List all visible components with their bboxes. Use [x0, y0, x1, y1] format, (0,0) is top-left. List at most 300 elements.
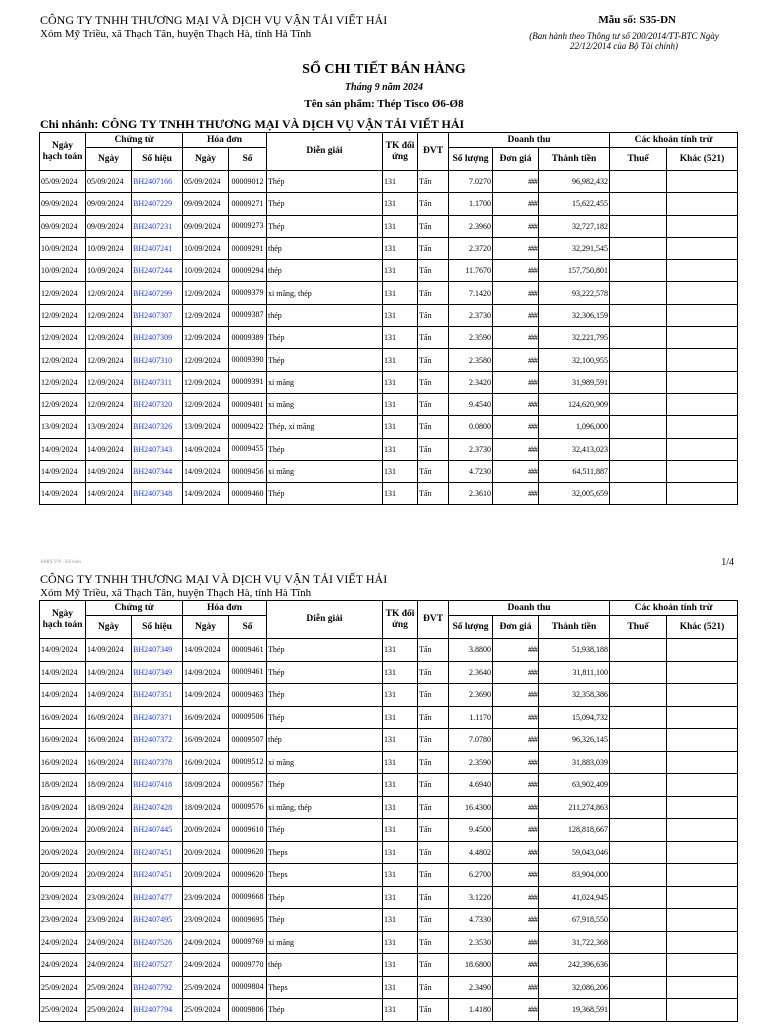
price-cell: ### — [493, 171, 539, 193]
tax-cell — [610, 371, 667, 393]
price-cell: ### — [493, 706, 539, 729]
amount-cell: 1,096,000 — [539, 416, 610, 438]
table-row — [40, 639, 738, 662]
voucher-date-cell: 14/09/2024 — [86, 639, 132, 662]
voucher-date-cell: 23/09/2024 — [86, 886, 132, 909]
col-deductions: Các khoản tính trừ — [610, 133, 738, 148]
invoice-date-cell: 23/09/2024 — [183, 886, 229, 909]
voucher-date-cell: 20/09/2024 — [86, 841, 132, 864]
voucher-date-cell: 24/09/2024 — [86, 931, 132, 954]
account-cell: 131 — [383, 438, 418, 460]
voucher-no-link[interactable]: BH2407372 — [132, 729, 183, 752]
account-cell: 131 — [383, 661, 418, 684]
table-row — [40, 661, 738, 684]
tax-cell — [610, 416, 667, 438]
other-cell — [667, 729, 738, 752]
voucher-date-cell: 24/09/2024 — [86, 954, 132, 977]
voucher-date-cell: 23/09/2024 — [86, 909, 132, 932]
table-row — [40, 282, 738, 304]
account-cell: 131 — [383, 282, 418, 304]
price-cell: ### — [493, 393, 539, 415]
invoice-no-cell: 00009620 — [229, 864, 267, 887]
quantity-cell: 3.8800 — [449, 639, 493, 662]
voucher-no-link[interactable]: BH2407348 — [132, 483, 183, 505]
voucher-no-link[interactable]: BH2407451 — [132, 864, 183, 887]
other-cell — [667, 460, 738, 482]
voucher-date-cell: 10/09/2024 — [86, 260, 132, 282]
account-cell: 131 — [383, 460, 418, 482]
price-cell: ### — [493, 931, 539, 954]
amount-cell: 59,043,046 — [539, 841, 610, 864]
col-quantity: Số lượng — [449, 616, 493, 639]
amount-cell: 32,100,955 — [539, 349, 610, 371]
quantity-cell: 1.1700 — [449, 193, 493, 215]
amount-cell: 96,326,145 — [539, 729, 610, 752]
voucher-no-link[interactable]: BH2407229 — [132, 193, 183, 215]
invoice-no-cell: 00009461 — [229, 661, 267, 684]
invoice-date-cell: 12/09/2024 — [183, 282, 229, 304]
description-cell: Thép — [267, 438, 383, 460]
invoice-no-cell: 00009391 — [229, 371, 267, 393]
voucher-date-cell: 05/09/2024 — [86, 171, 132, 193]
col-price: Đơn giá — [493, 616, 539, 639]
account-cell: 131 — [383, 171, 418, 193]
voucher-date-cell: 09/09/2024 — [86, 193, 132, 215]
unit-cell: Tấn — [418, 393, 449, 415]
voucher-date-cell: 14/09/2024 — [86, 460, 132, 482]
invoice-no-cell: 00009294 — [229, 260, 267, 282]
account-cell: 131 — [383, 774, 418, 797]
voucher-no-link[interactable]: BH2407445 — [132, 819, 183, 842]
col-invoice-date: Ngày — [183, 148, 229, 171]
other-cell — [667, 751, 738, 774]
voucher-no-link[interactable]: BH2407351 — [132, 684, 183, 707]
description-cell: thép — [267, 304, 383, 326]
page-number: 1/4 — [721, 557, 734, 568]
invoice-date-cell: 14/09/2024 — [183, 460, 229, 482]
company-address: Xóm Mỹ Triều, xã Thạch Tân, huyện Thạch Hà, tỉnh Hà Tĩnh — [40, 28, 312, 40]
quantity-cell: 3.1220 — [449, 886, 493, 909]
description-cell: xi măng — [267, 393, 383, 415]
quantity-cell: 2.3610 — [449, 483, 493, 505]
invoice-no-cell: 00009390 — [229, 349, 267, 371]
price-cell: ### — [493, 976, 539, 999]
tax-cell — [610, 282, 667, 304]
col-tax: Thuế — [610, 616, 667, 639]
unit-cell: Tấn — [418, 954, 449, 977]
posting-date-cell: 24/09/2024 — [40, 931, 86, 954]
amount-cell: 63,902,409 — [539, 774, 610, 797]
voucher-no-link[interactable]: BH2407527 — [132, 954, 183, 977]
col-posting-date: Ngày hạch toán — [40, 601, 86, 639]
invoice-date-cell: 18/09/2024 — [183, 774, 229, 797]
table-row — [40, 931, 738, 954]
price-cell: ### — [493, 193, 539, 215]
account-cell: 131 — [383, 684, 418, 707]
other-cell — [667, 931, 738, 954]
table-row — [40, 954, 738, 977]
col-unit: ĐVT — [418, 133, 449, 171]
voucher-no-link[interactable]: BH2407344 — [132, 460, 183, 482]
other-cell — [667, 819, 738, 842]
amount-cell: 83,904,000 — [539, 864, 610, 887]
voucher-date-cell: 14/09/2024 — [86, 438, 132, 460]
tax-cell — [610, 237, 667, 259]
unit-cell: Tấn — [418, 371, 449, 393]
voucher-no-link[interactable]: BH2407166 — [132, 171, 183, 193]
price-cell: ### — [493, 282, 539, 304]
description-cell: Thép, xi măng — [267, 416, 383, 438]
table-row — [40, 864, 738, 887]
description-cell: Thép — [267, 909, 383, 932]
other-cell — [667, 438, 738, 460]
posting-date-cell: 13/09/2024 — [40, 416, 86, 438]
amount-cell: 32,086,206 — [539, 976, 610, 999]
quantity-cell: 4.6940 — [449, 774, 493, 797]
tax-cell — [610, 438, 667, 460]
posting-date-cell: 16/09/2024 — [40, 706, 86, 729]
voucher-no-link[interactable]: BH2407428 — [132, 796, 183, 819]
tax-cell — [610, 327, 667, 349]
quantity-cell: 4.7230 — [449, 460, 493, 482]
account-cell: 131 — [383, 729, 418, 752]
quantity-cell: 18.6800 — [449, 954, 493, 977]
quantity-cell: 2.3590 — [449, 751, 493, 774]
col-account: TK đối ứng — [383, 601, 418, 639]
quantity-cell: 2.3590 — [449, 327, 493, 349]
other-cell — [667, 954, 738, 977]
voucher-no-link[interactable]: BH2407378 — [132, 751, 183, 774]
posting-date-cell: 18/09/2024 — [40, 774, 86, 797]
invoice-date-cell: 20/09/2024 — [183, 841, 229, 864]
quantity-cell: 2.3730 — [449, 438, 493, 460]
unit-cell: Tấn — [418, 661, 449, 684]
description-cell: Theps — [267, 864, 383, 887]
price-cell: ### — [493, 684, 539, 707]
tax-cell — [610, 841, 667, 864]
voucher-no-link[interactable]: BH2407495 — [132, 909, 183, 932]
col-unit: ĐVT — [418, 601, 449, 639]
account-cell: 131 — [383, 215, 418, 237]
col-description: Diễn giải — [267, 601, 383, 639]
quantity-cell: 2.3720 — [449, 237, 493, 259]
account-cell: 131 — [383, 751, 418, 774]
price-cell: ### — [493, 416, 539, 438]
col-revenue: Doanh thu — [449, 601, 610, 616]
account-cell: 131 — [383, 371, 418, 393]
amount-cell: 31,883,039 — [539, 751, 610, 774]
invoice-date-cell: 25/09/2024 — [183, 999, 229, 1022]
posting-date-cell: 09/09/2024 — [40, 215, 86, 237]
unit-cell: Tấn — [418, 999, 449, 1022]
description-cell: Thép — [267, 886, 383, 909]
posting-date-cell: 18/09/2024 — [40, 796, 86, 819]
price-cell: ### — [493, 886, 539, 909]
price-cell: ### — [493, 327, 539, 349]
voucher-no-link[interactable]: BH2407794 — [132, 999, 183, 1022]
unit-cell: Tấn — [418, 460, 449, 482]
other-cell — [667, 774, 738, 797]
table-row — [40, 460, 738, 482]
amount-cell: 32,221,795 — [539, 327, 610, 349]
col-invoice-no: Số — [229, 616, 267, 639]
invoice-no-cell: 00009273 — [229, 215, 267, 237]
tax-cell — [610, 460, 667, 482]
period: Tháng 9 năm 2024 — [344, 82, 424, 93]
unit-cell: Tấn — [418, 706, 449, 729]
table-row — [40, 999, 738, 1022]
posting-date-cell: 12/09/2024 — [40, 327, 86, 349]
col-account: TK đối ứng — [383, 133, 418, 171]
posting-date-cell: 16/09/2024 — [40, 729, 86, 752]
ledger-page-2 — [0, 550, 768, 1024]
table-row — [40, 909, 738, 932]
company-name: CÔNG TY TNHH THƯƠNG MẠI VÀ DỊCH VỤ VẬN TẢI VIẾT HẢI — [40, 13, 388, 27]
invoice-no-cell: 00009271 — [229, 193, 267, 215]
amount-cell: 31,722,368 — [539, 931, 610, 954]
price-cell: ### — [493, 460, 539, 482]
voucher-date-cell: 18/09/2024 — [86, 796, 132, 819]
invoice-date-cell: 09/09/2024 — [183, 193, 229, 215]
description-cell: Thép — [267, 706, 383, 729]
unit-cell: Tấn — [418, 237, 449, 259]
invoice-no-cell: 00009463 — [229, 684, 267, 707]
col-voucher: Chứng từ — [86, 133, 183, 148]
invoice-no-cell: 00009012 — [229, 171, 267, 193]
col-deductions: Các khoản tính trừ — [610, 601, 738, 616]
invoice-no-cell: 00009806 — [229, 999, 267, 1022]
invoice-no-cell: 00009291 — [229, 237, 267, 259]
price-cell: ### — [493, 661, 539, 684]
description-cell: xi măng — [267, 931, 383, 954]
posting-date-cell: 23/09/2024 — [40, 886, 86, 909]
voucher-no-link[interactable]: BH2407371 — [132, 706, 183, 729]
invoice-no-cell: 00009422 — [229, 416, 267, 438]
unit-cell: Tấn — [418, 931, 449, 954]
invoice-date-cell: 20/09/2024 — [183, 864, 229, 887]
quantity-cell: 2.3730 — [449, 304, 493, 326]
tax-cell — [610, 171, 667, 193]
account-cell: 131 — [383, 639, 418, 662]
voucher-date-cell: 18/09/2024 — [86, 774, 132, 797]
invoice-date-cell: 12/09/2024 — [183, 304, 229, 326]
price-cell: ### — [493, 349, 539, 371]
voucher-no-link[interactable]: BH2407451 — [132, 841, 183, 864]
unit-cell: Tấn — [418, 751, 449, 774]
posting-date-cell: 14/09/2024 — [40, 661, 86, 684]
unit-cell: Tấn — [418, 819, 449, 842]
unit-cell: Tấn — [418, 215, 449, 237]
voucher-no-link[interactable]: BH2407349 — [132, 639, 183, 662]
voucher-no-link[interactable]: BH2407310 — [132, 349, 183, 371]
voucher-no-link[interactable]: BH2407349 — [132, 661, 183, 684]
price-cell: ### — [493, 371, 539, 393]
invoice-date-cell: 24/09/2024 — [183, 931, 229, 954]
account-cell: 131 — [383, 976, 418, 999]
invoice-no-cell: 00009401 — [229, 393, 267, 415]
quantity-cell: 2.3690 — [449, 684, 493, 707]
quantity-cell: 4.7330 — [449, 909, 493, 932]
table-row — [40, 729, 738, 752]
description-cell: xi măng — [267, 371, 383, 393]
invoice-no-cell: 00009456 — [229, 460, 267, 482]
amount-cell: 32,306,159 — [539, 304, 610, 326]
amount-cell: 32,413,023 — [539, 438, 610, 460]
description-cell: xi măng — [267, 460, 383, 482]
tax-cell — [610, 931, 667, 954]
branch-name: Chi nhánh: CÔNG TY TNHH THƯƠNG MẠI VÀ DỊCH VỤ VẬN TẢI VIẾT HẢI — [40, 117, 465, 131]
other-cell — [667, 841, 738, 864]
account-cell: 131 — [383, 416, 418, 438]
unit-cell: Tấn — [418, 639, 449, 662]
tax-cell — [610, 215, 667, 237]
quantity-cell: 2.3420 — [449, 371, 493, 393]
invoice-date-cell: 05/09/2024 — [183, 171, 229, 193]
account-cell: 131 — [383, 193, 418, 215]
quantity-cell: 11.7670 — [449, 260, 493, 282]
voucher-date-cell: 13/09/2024 — [86, 416, 132, 438]
description-cell: thép — [267, 954, 383, 977]
voucher-no-link[interactable]: BH2407309 — [132, 327, 183, 349]
tax-cell — [610, 774, 667, 797]
account-cell: 131 — [383, 864, 418, 887]
invoice-date-cell: 16/09/2024 — [183, 706, 229, 729]
voucher-no-link[interactable]: BH2407477 — [132, 886, 183, 909]
posting-date-cell: 10/09/2024 — [40, 260, 86, 282]
voucher-date-cell: 25/09/2024 — [86, 976, 132, 999]
price-cell: ### — [493, 304, 539, 326]
table-row — [40, 393, 738, 415]
voucher-no-link[interactable]: BH2407326 — [132, 416, 183, 438]
unit-cell: Tấn — [418, 438, 449, 460]
invoice-no-cell: 00009379 — [229, 282, 267, 304]
col-invoice-no: Số — [229, 148, 267, 171]
invoice-date-cell: 14/09/2024 — [183, 684, 229, 707]
voucher-date-cell: 12/09/2024 — [86, 371, 132, 393]
account-cell: 131 — [383, 886, 418, 909]
invoice-date-cell: 23/09/2024 — [183, 909, 229, 932]
col-amount: Thành tiền — [539, 148, 610, 171]
description-cell: Thép — [267, 215, 383, 237]
description-cell: Thép — [267, 774, 383, 797]
voucher-date-cell: 10/09/2024 — [86, 237, 132, 259]
voucher-no-link[interactable]: BH2407231 — [132, 215, 183, 237]
invoice-no-cell: 00009461 — [229, 639, 267, 662]
unit-cell: Tấn — [418, 841, 449, 864]
table-row — [40, 260, 738, 282]
amount-cell: 93,222,578 — [539, 282, 610, 304]
voucher-no-link[interactable]: BH2407418 — [132, 774, 183, 797]
voucher-date-cell: 12/09/2024 — [86, 393, 132, 415]
voucher-date-cell: 20/09/2024 — [86, 819, 132, 842]
voucher-date-cell: 12/09/2024 — [86, 349, 132, 371]
other-cell — [667, 282, 738, 304]
description-cell: Thép — [267, 193, 383, 215]
table-row — [40, 349, 738, 371]
other-cell — [667, 327, 738, 349]
tax-cell — [610, 483, 667, 505]
quantity-cell: 0.0800 — [449, 416, 493, 438]
product-name: Tên sản phẩm: Thép Tisco Ø6-Ø8 — [304, 98, 464, 110]
voucher-no-link[interactable]: BH2407320 — [132, 393, 183, 415]
other-cell — [667, 416, 738, 438]
unit-cell: Tấn — [418, 327, 449, 349]
posting-date-cell: 24/09/2024 — [40, 954, 86, 977]
voucher-no-link[interactable]: BH2407244 — [132, 260, 183, 282]
tax-cell — [610, 304, 667, 326]
account-cell: 131 — [383, 931, 418, 954]
tax-cell — [610, 751, 667, 774]
voucher-no-link[interactable]: BH2407792 — [132, 976, 183, 999]
voucher-no-link[interactable]: BH2407311 — [132, 371, 183, 393]
other-cell — [667, 661, 738, 684]
table-row — [40, 841, 738, 864]
invoice-no-cell: 00009695 — [229, 909, 267, 932]
invoice-date-cell: 20/09/2024 — [183, 819, 229, 842]
voucher-no-link[interactable]: BH2407299 — [132, 282, 183, 304]
invoice-date-cell: 09/09/2024 — [183, 215, 229, 237]
unit-cell: Tấn — [418, 260, 449, 282]
col-tax: Thuế — [610, 148, 667, 171]
description-cell: thép — [267, 237, 383, 259]
amount-cell: 51,938,188 — [539, 639, 610, 662]
description-cell: xi măng, thép — [267, 796, 383, 819]
description-cell: xi măng — [267, 751, 383, 774]
tax-cell — [610, 729, 667, 752]
voucher-no-link[interactable]: BH2407241 — [132, 237, 183, 259]
amount-cell: 15,622,455 — [539, 193, 610, 215]
invoice-date-cell: 10/09/2024 — [183, 260, 229, 282]
col-other: Khác (521) — [667, 148, 738, 171]
voucher-date-cell: 16/09/2024 — [86, 729, 132, 752]
invoice-no-cell: 00009506 — [229, 706, 267, 729]
posting-date-cell: 20/09/2024 — [40, 819, 86, 842]
posting-date-cell: 16/09/2024 — [40, 751, 86, 774]
other-cell — [667, 909, 738, 932]
invoice-no-cell: 00009610 — [229, 819, 267, 842]
quantity-cell: 4.4802 — [449, 841, 493, 864]
description-cell: Thép — [267, 661, 383, 684]
form-number: Mẫu số: S35-DN — [598, 14, 676, 26]
other-cell — [667, 706, 738, 729]
voucher-date-cell: 12/09/2024 — [86, 304, 132, 326]
table-row — [40, 371, 738, 393]
description-cell: Thép — [267, 999, 383, 1022]
voucher-no-link[interactable]: BH2407343 — [132, 438, 183, 460]
col-amount: Thành tiền — [539, 616, 610, 639]
price-cell: ### — [493, 729, 539, 752]
account-cell: 131 — [383, 909, 418, 932]
price-cell: ### — [493, 954, 539, 977]
other-cell — [667, 193, 738, 215]
quantity-cell: 9.4540 — [449, 393, 493, 415]
tax-cell — [610, 976, 667, 999]
price-cell: ### — [493, 909, 539, 932]
description-cell: thép — [267, 260, 383, 282]
col-invoice: Hóa đơn — [183, 133, 267, 148]
tax-cell — [610, 661, 667, 684]
tax-cell — [610, 864, 667, 887]
col-voucher-no: Số hiệu — [132, 148, 183, 171]
voucher-no-link[interactable]: BH2407526 — [132, 931, 183, 954]
voucher-no-link[interactable]: BH2407307 — [132, 304, 183, 326]
unit-cell: Tấn — [418, 774, 449, 797]
other-cell — [667, 886, 738, 909]
ledger-table — [39, 600, 738, 1022]
invoice-date-cell: 25/09/2024 — [183, 976, 229, 999]
invoice-no-cell: 00009455 — [229, 438, 267, 460]
price-cell: ### — [493, 774, 539, 797]
